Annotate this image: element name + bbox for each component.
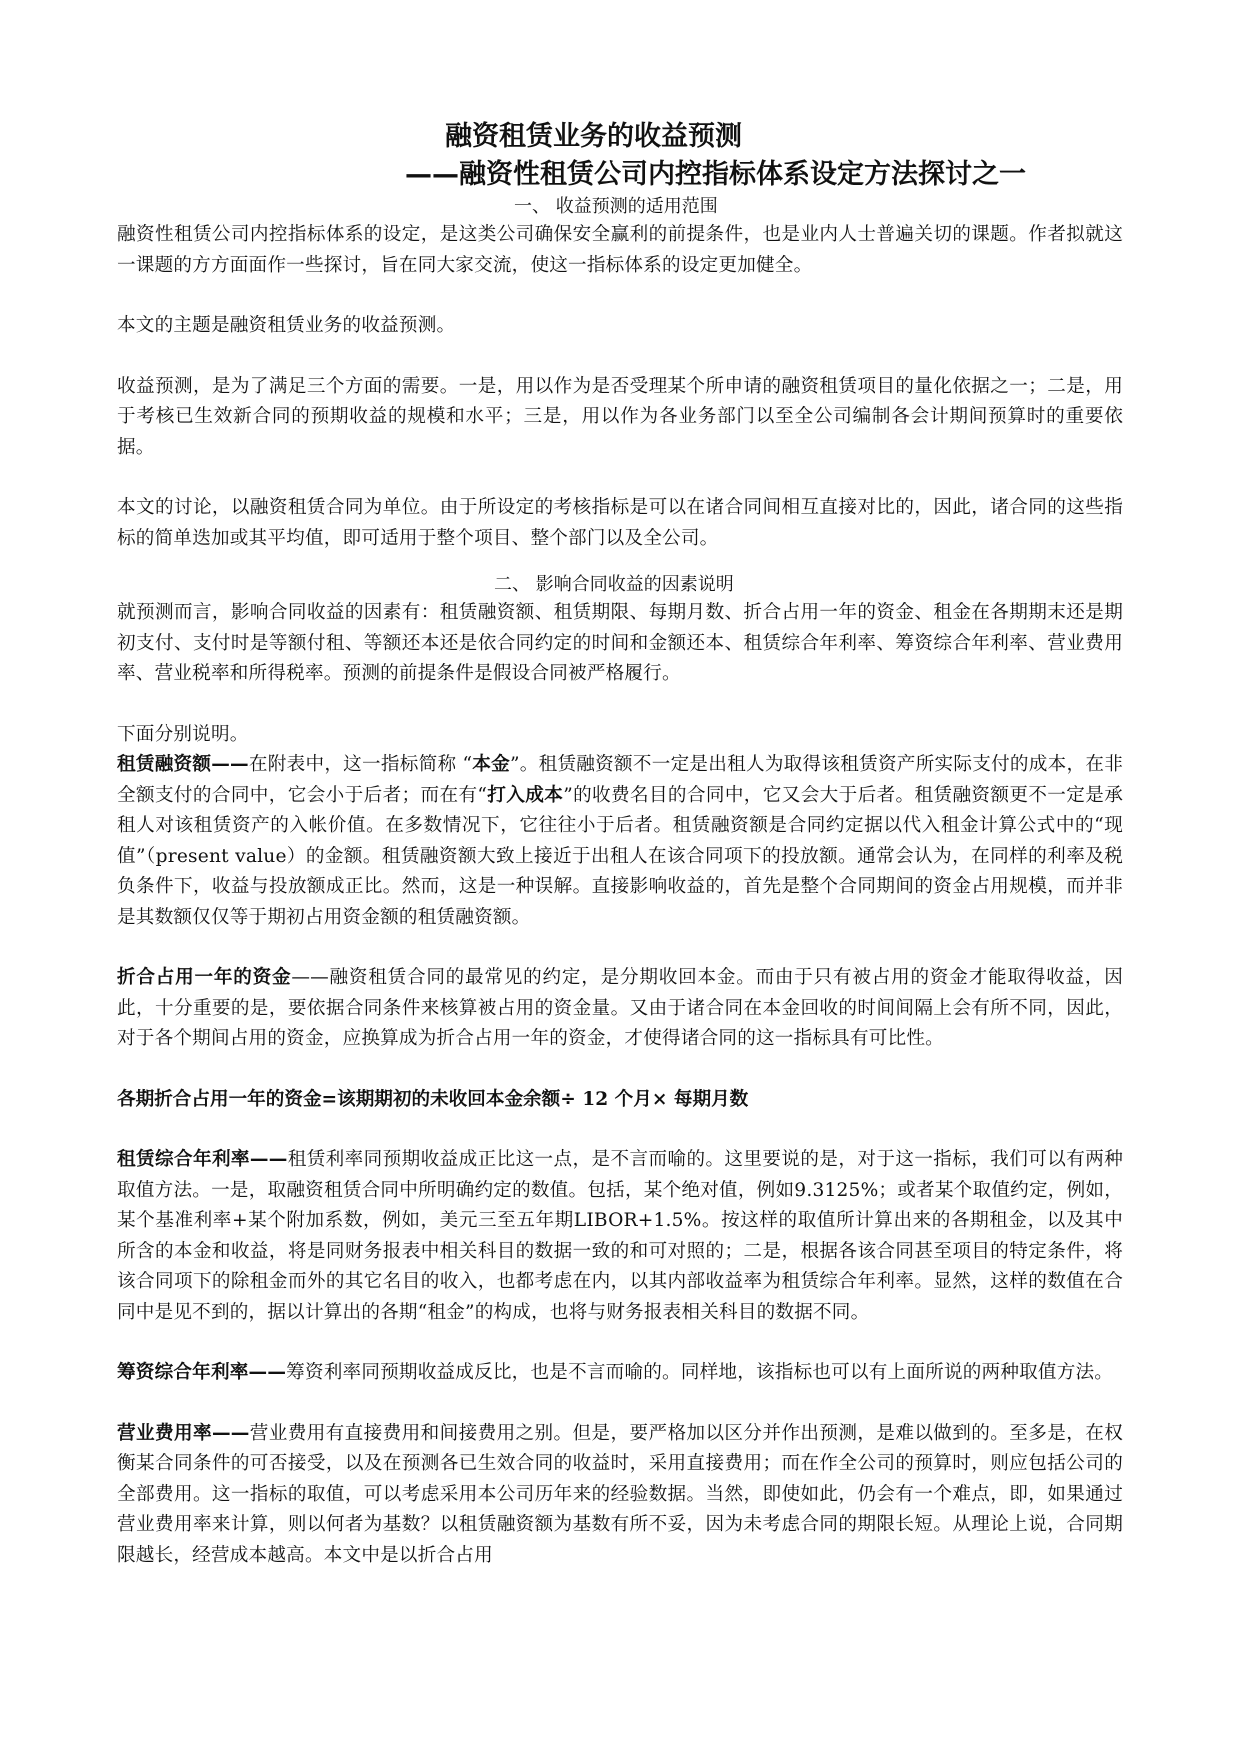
doc-subtitle: ——融资性租赁公司内控指标体系设定方法探讨之一: [405, 159, 1026, 190]
paragraph-opex-rate: 营业费用率——营业费用有直接费用和间接费用之别。但是，要严格加以区分并作出预测，是难以做到的。至多是，在权衡某合同条件的可否接受，以及在预测各已生效合同的收益时，采用直接费用；而在作全公司的预算时，则应包括公司的全部费用。这一指标的取值，可以考虑采用本公司历年来的经验数据。当然，即使如此，仍会有一个难点，即，如果通过营业费用率来计算，则以何者为基数？以租赁融资额为基数有所不妥，因为未考虑合同的期限长短。从理论上说，合同期限越长，经营成本越高。本文中是以折合占用: [117, 1422, 1123, 1566]
term-annual-capital: 折合占用一年的资金: [117, 967, 292, 988]
term-lease-amount: 租赁融资额——: [117, 754, 249, 775]
paragraph-purpose: 收益预测，是为了满足三个方面的需要。一是，用以作为是否受理某个所申请的融资租赁项目的量化依据之一；二是，用于考核已生效新合同的预期收益的规模和水平；三是，用以作为各业务部门以至全公司编制各会计期间预算时的重要依据。: [117, 375, 1123, 458]
doc-title: 融资租赁业务的收益预测: [445, 121, 742, 152]
document-page: [117, 118, 1123, 1571]
paragraph-explain: 下面分别说明。: [117, 723, 249, 745]
section-heading-1: 一、 收益预测的适用范围: [514, 196, 718, 217]
paragraph-scope: 本文的讨论，以融资租赁合同为单位。由于所设定的考核指标是可以在诸合同间相互直接对比的，因此，诸合同的这些指标的简单迭加或其平均值，即可适用于整个项目、整个部门以及全公司。: [117, 497, 1123, 549]
section-heading-2: 二、 影响合同收益的因素说明: [494, 574, 734, 595]
paragraph-factors: 就预测而言，影响合同收益的因素有：租赁融资额、租赁期限、每期月数、折合占用一年的资金、租金在各期期末还是期初支付、支付时是等额付租、等额还本还是依合同约定的时间和金额还本、租赁综合年利率、筹资综合年利率、营业费用率、营业税率和所得税率。预测的前提条件是假设合同被严格履行。: [117, 602, 1123, 684]
paragraph-annual-capital: 折合占用一年的资金——融资租赁合同的最常见的约定，是分期收回本金。而由于只有被占用的资金才能取得收益，因此，十分重要的是，要依据合同条件来核算被占用的资金量。又由于诸合同在本金回收的时间间隔上会有所不同，因此，对于各个期间占用的资金，应换算成为折合占用一年的资金，才使得诸合同的这一指标具有可比性。: [117, 967, 1123, 1049]
paragraph-funding-rate: 筹资综合年利率——筹资利率同预期收益成反比，也是不言而喻的。同样地，该指标也可以有上面所说的两种取值方法。: [117, 1362, 1114, 1383]
term-funding-rate: 筹资综合年利率——: [117, 1362, 287, 1383]
paragraph-intro: 融资性租赁公司内控指标体系的设定，是这类公司确保安全赢利的前提条件，也是业内人士普遍关切的课题。作者拟就这一课题的方方面面作一些探讨，旨在同大家交流，使这一指标体系的设定更加健全。: [117, 224, 1123, 276]
paragraph-theme: 本文的主题是融资租赁业务的收益预测。: [117, 315, 456, 336]
term-cost-in: 打入成本: [487, 784, 564, 806]
term-lease-rate: 租赁综合年利率——: [117, 1149, 288, 1170]
paragraph-lease-rate: 租赁综合年利率——租赁利率同预期收益成正比这一点，是不言而喻的。这里要说的是，对于这一指标，我们可以有两种取值方法。一是，取融资租赁合同中所明确约定的数值。包括，某个绝对值，例如9.3125%；或者某个取值约定，例如，某个基准利率+某个附加系数，例如，美元三至五年期LIBOR+1.5%。按这样的取值所计算出来的各期租金，以及其中所含的本金和收益，将是同财务报表中相关科目的数据一致的和可对照的；二是，根据各该合同甚至项目的特定条件，将该合同项下的除租金而外的其它名目的收入，也都考虑在内，以其内部收益率为租赁综合年利率。显然，这样的数值在合同中是见不到的，据以计算出的各期“租金”的构成，也将与财务报表相关科目的数据不同。: [117, 1149, 1123, 1323]
formula: 各期折合占用一年的资金=该期期初的未收回本金余额÷ 12 个月× 每期月数: [117, 1088, 749, 1110]
term-principal: 本金: [472, 754, 510, 775]
paragraph-lease-amount: 租赁融资额——在附表中，这一指标简称 “本金”。租赁融资额不一定是出租人为取得该租赁资产所实际支付的成本，在非全额支付的合同中，它会小于后者；而在有“打入成本”的收费名目的合同中，它又会大于后者。租赁融资额更不一定是承租人对该租赁资产的入帐价值。在多数情况下，它往往小于后者。租赁融资额是合同约定据以代入租金计算公式中的“现值”（present value）的金额。租赁融资额大致上接近于出租人在该合同项下的投放额。通常会认为，在同样的利率及税负条件下，收益与投放额成正比。然而，这是一种误解。直接影响收益的，首先是整个合同期间的资金占用规模，而并非是其数额仅仅等于期初占用资金额的租赁融资额。: [117, 754, 1123, 928]
term-opex-rate: 营业费用率——: [117, 1422, 250, 1444]
